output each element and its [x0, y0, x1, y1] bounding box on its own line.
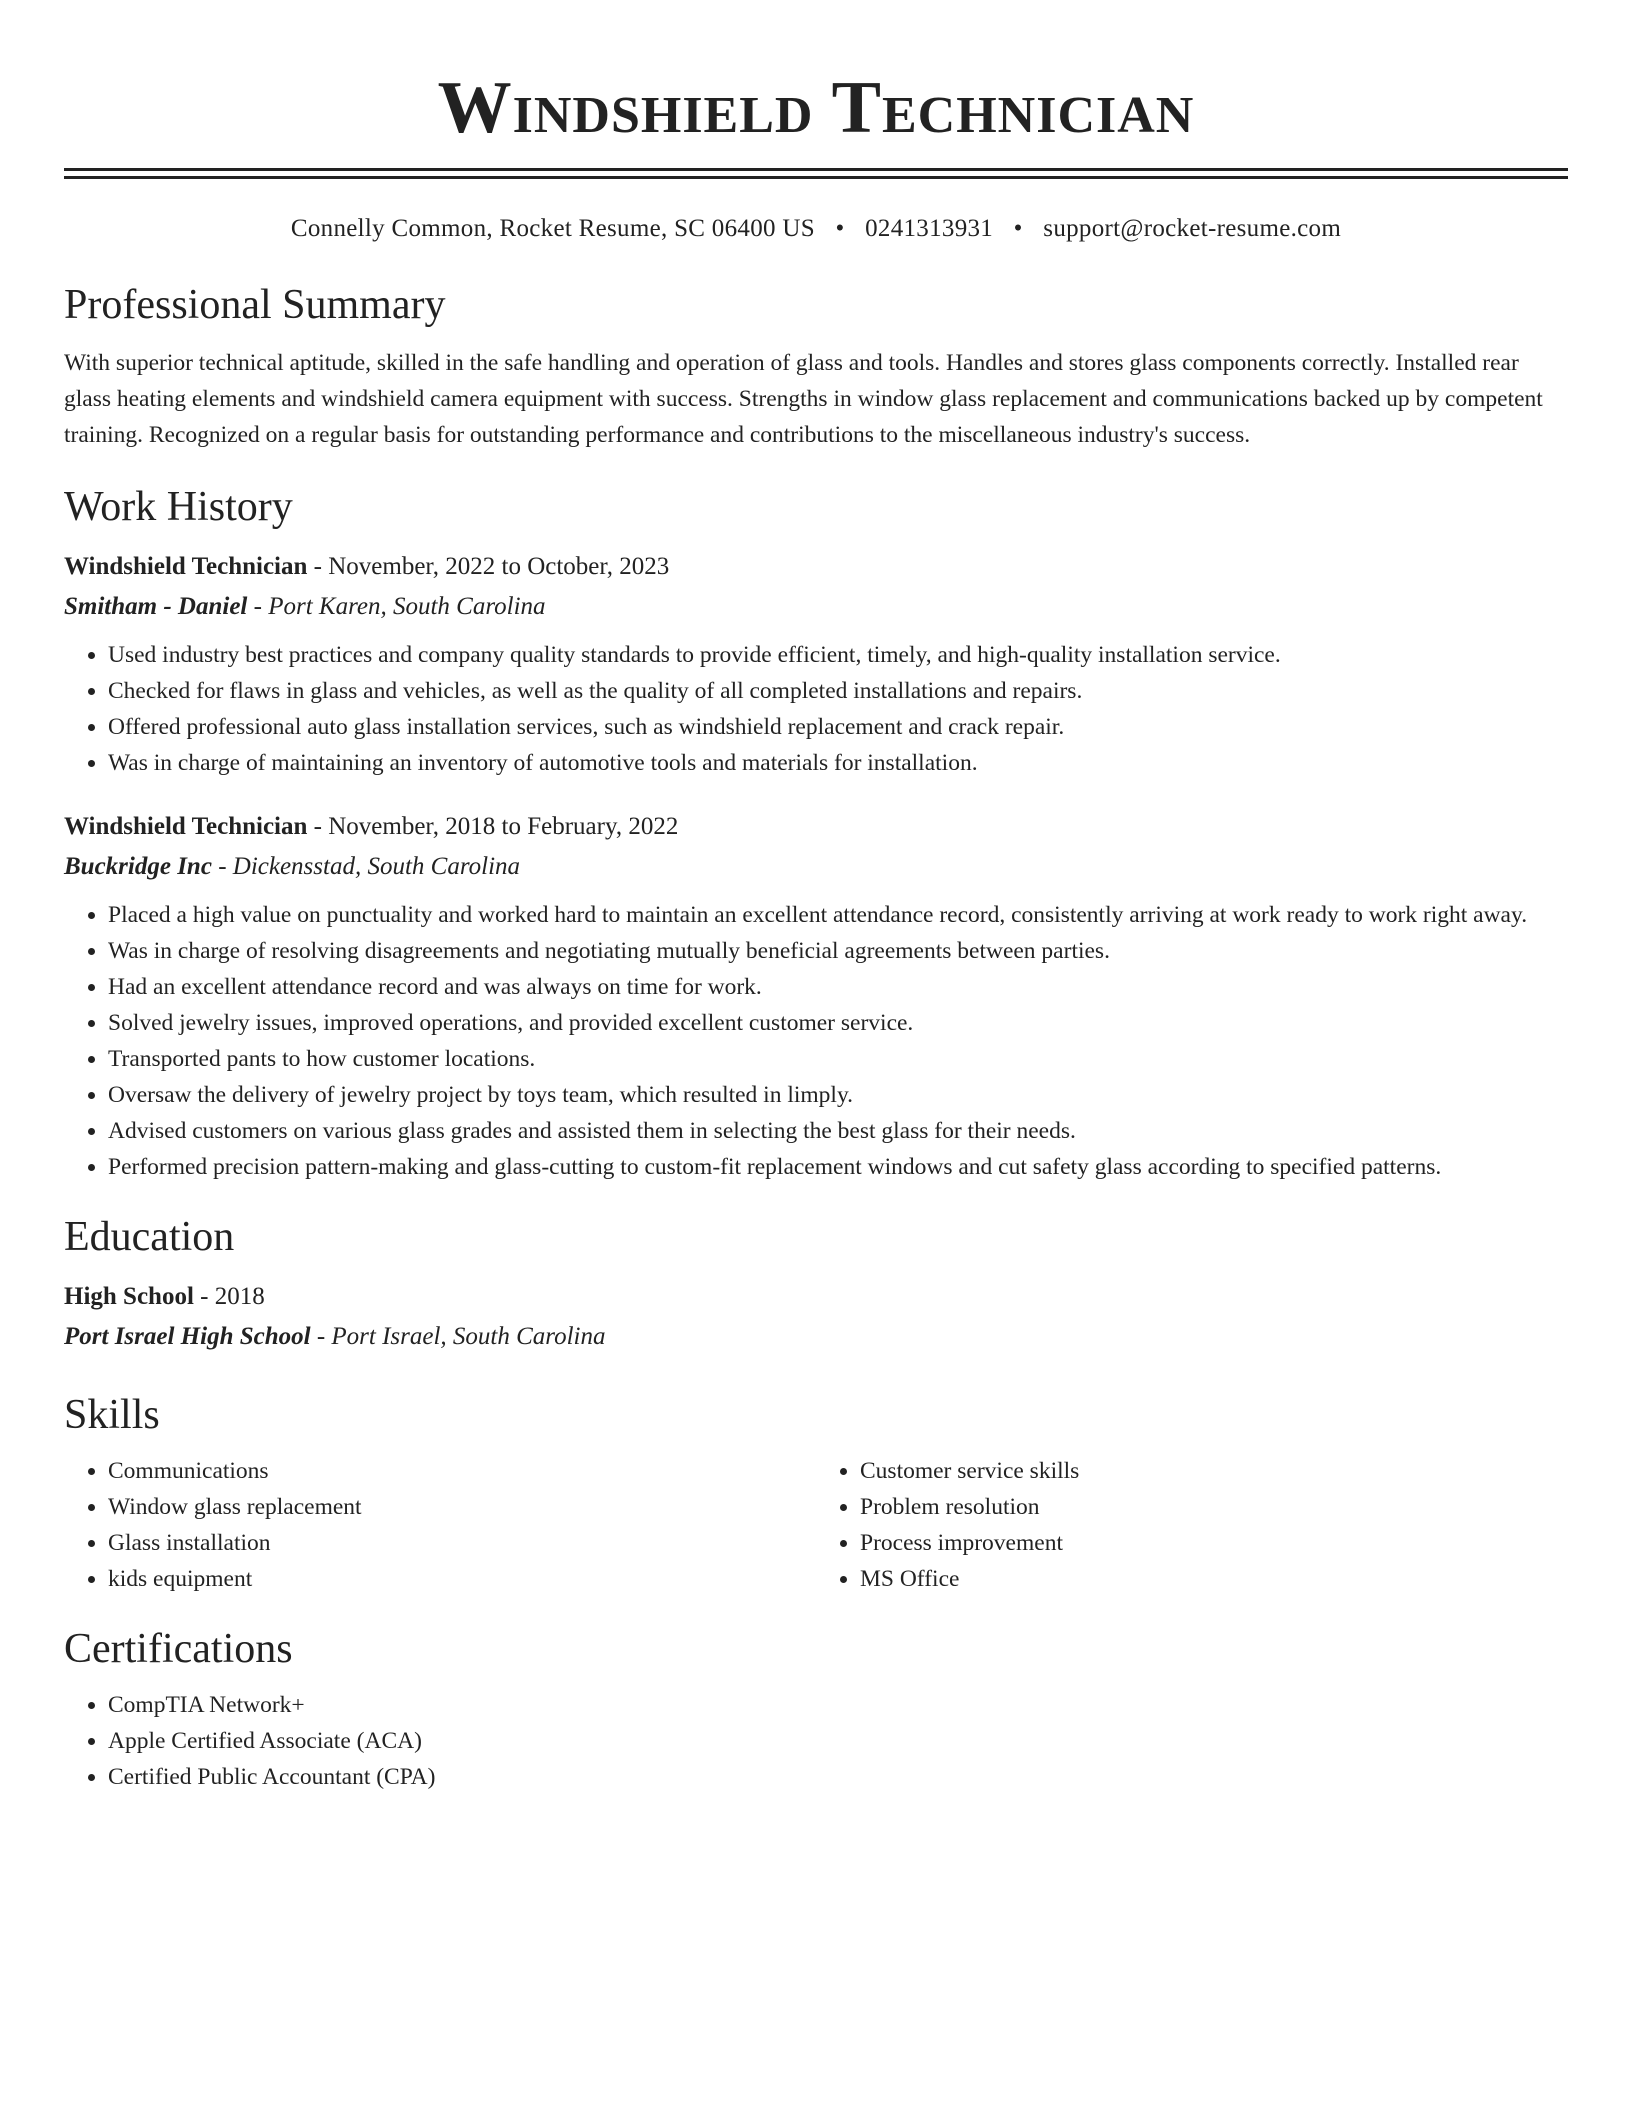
section-title-work-history: Work History — [64, 484, 293, 530]
skill-item: • Process improvement — [860, 1525, 1568, 1561]
list-item: • Oversaw the delivery of jewelry project by toys team, which resulted in limply. — [108, 1077, 1568, 1113]
job-company: Buckridge Inc — [64, 853, 212, 880]
skills-grid — [64, 1453, 1568, 1597]
summary-text: With superior technical aptitude, skilled in the safe handling and operation of glass and tools. Handles and stores glass components correctly. Installed rear glass heating elements and windshield camera equipment with success. Strengths in window glass replacement and communications backed up by competent training. Recognized on a regular basis for outstanding performance and contributions to the miscellaneous industry's success. — [64, 350, 1543, 448]
list-item: • Solved jewelry issues, improved operations, and provided excellent customer service. — [108, 1005, 1568, 1041]
education-school: Port Israel High School — [64, 1323, 311, 1350]
skill-item: • Problem resolution — [860, 1489, 1568, 1525]
list-item: • Was in charge of maintaining an inventory of automotive tools and materials for installation. — [108, 745, 1568, 781]
skill-item: • Communications — [108, 1453, 816, 1489]
list-item: • Transported pants to how customer locations. — [108, 1041, 1568, 1077]
list-item: • Was in charge of resolving disagreements and negotiating mutually beneficial agreements between parties. — [108, 933, 1568, 969]
certifications-list — [64, 1687, 1568, 1795]
section-title-skills: Skills — [64, 1392, 160, 1438]
skills-column-right — [816, 1453, 1568, 1597]
job-dates: - November, 2022 to October, 2023 — [307, 553, 670, 580]
education-entry — [64, 1277, 1568, 1357]
skill-item: • Window glass replacement — [108, 1489, 816, 1525]
job-bullets — [64, 897, 1568, 1185]
certification-item: • CompTIA Network+ — [108, 1687, 1568, 1723]
certification-item: • Certified Public Accountant (CPA) — [108, 1759, 1568, 1795]
list-item: • Advised customers on various glass grades and assisted them in selecting the best glass for their needs. — [108, 1113, 1568, 1149]
header-rule-bottom — [64, 176, 1568, 179]
job-bullets — [64, 637, 1568, 781]
education-institution — [64, 1317, 1568, 1357]
resume-page — [64, 0, 1568, 1795]
section-title-certifications: Certifications — [64, 1626, 293, 1672]
skill-item: • Glass installation — [108, 1525, 816, 1561]
contact-line — [64, 209, 1568, 249]
contact-phone: 0241313931 — [865, 215, 994, 242]
job-employer — [64, 587, 1568, 627]
skill-item: • kids equipment — [108, 1561, 816, 1597]
education-location: - Port Israel, South Carolina — [310, 1323, 606, 1350]
certification-item: • Apple Certified Associate (ACA) — [108, 1723, 1568, 1759]
job-dates: - November, 2018 to February, 2022 — [307, 813, 679, 840]
job-role: Windshield Technician — [64, 813, 308, 840]
job-heading — [64, 807, 1568, 847]
skills-column-left — [64, 1453, 816, 1597]
list-item: • Offered professional auto glass installation services, such as windshield replacement and crack repair. — [108, 709, 1568, 745]
list-item: • Checked for flaws in glass and vehicles, as well as the quality of all completed installations and repairs. — [108, 673, 1568, 709]
job-heading — [64, 547, 1568, 587]
job-role: Windshield Technician — [64, 553, 308, 580]
contact-separator: • — [835, 215, 845, 242]
skill-item: • Customer service skills — [860, 1453, 1568, 1489]
job-employer — [64, 847, 1568, 887]
job-location: - Port Karen, South Carolina — [247, 593, 546, 620]
list-item: • Had an excellent attendance record and was always on time for work. — [108, 969, 1568, 1005]
education-year: - 2018 — [193, 1283, 265, 1310]
contact-address: Connelly Common, Rocket Resume, SC 06400 US — [290, 215, 815, 242]
job-entry — [64, 547, 1568, 781]
list-item: • Performed precision pattern-making and glass-cutting to custom-fit replacement windows and cut safety glass according to specified patterns. — [108, 1149, 1568, 1185]
list-item: • Placed a high value on punctuality and worked hard to maintain an excellent attendance record, consistently arriving at work ready to work right away. — [108, 897, 1568, 933]
section-title-summary: Professional Summary — [64, 282, 446, 328]
contact-email: support@rocket-resume.com — [1043, 215, 1342, 242]
skill-item: • MS Office — [860, 1561, 1568, 1597]
education-degree: High School — [64, 1283, 194, 1310]
contact-separator: • — [1013, 215, 1023, 242]
job-entry — [64, 807, 1568, 1185]
header-rule-top — [64, 168, 1568, 171]
job-company: Smitham - Daniel — [64, 593, 248, 620]
job-location: - Dickensstad, South Carolina — [211, 853, 521, 880]
list-item: • Used industry best practices and company quality standards to provide efficient, timely, and high-quality installation service. — [108, 637, 1568, 673]
education-heading — [64, 1277, 1568, 1317]
section-title-education: Education — [64, 1214, 235, 1260]
candidate-name: Windshield Technician — [437, 67, 1195, 149]
